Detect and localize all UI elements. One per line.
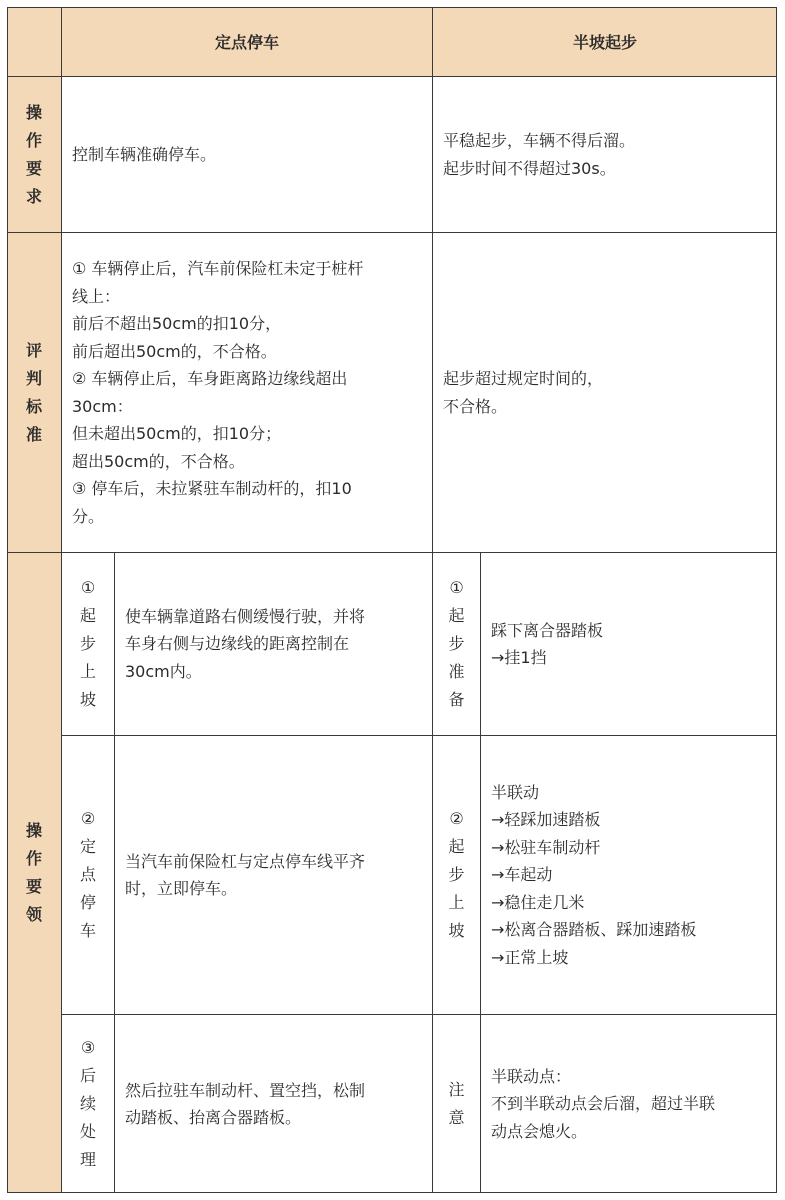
step-text-fixed-point-stop: 当汽车前保险杠与定点停车线平齐 时，立即停车。 [115, 736, 433, 1015]
step-label-start-uphill: ① 起 步 上 坡 [62, 553, 115, 736]
row-label-requirements: 操 作 要 求 [7, 77, 62, 233]
step-text-note: 半联动点： 不到半联动点会后溜，超过半联 动点会熄火。 [491, 1066, 716, 1141]
step-label-start-prep: ① 起 步 准 备 [433, 553, 481, 736]
criteria-hill-start-text: 起步超过规定时间的， 不合格。 [433, 233, 777, 553]
step-label-follow-up: ③ 后 续 处 理 [62, 1015, 115, 1193]
header-fixed-point-parking: 定点停车 [62, 7, 433, 77]
step-text-start-uphill: 使车辆靠道路右侧缓慢行驶，并将 车身右侧与边缘线的距离控制在 30cm内。 [115, 553, 433, 736]
header-hill-start: 半坡起步 [433, 7, 777, 77]
step-text-start-prep: 踩下离合器踏板 →挂1挡 [481, 553, 777, 736]
step-text-follow-up: 然后拉驻车制动杆、置空挡，松制 动踏板、抬离合器踏板。 [115, 1015, 433, 1193]
criteria-parking-text: ① 车辆停止后，汽车前保险杠未定于桩杆 线上： 前后不超出50cm的扣10分， 前后超出50cm的，不合格。 ② 车辆停止后，车身距离路边缘线超出 30cm： 但未超出50cm的，扣10分； 超出50cm的，不合格。 ③ 停车后，未拉紧驻车制动杆的，扣10 分。 [62, 233, 433, 553]
step-label-fixed-point-stop: ② 定 点 停 车 [62, 736, 115, 1015]
step-text-start-uphill-right: 半联动 →轻踩加速踏板 →松驻车制动杆 →车起动 →稳住走几米 →松离合器踏板、踩加速踏板 →正常上坡 [481, 736, 777, 1015]
step-label-note: 注 意 [433, 1015, 481, 1193]
requirements-hill-start-text: 平稳起步，车辆不得后溜。 起步时间不得超过30s。 [433, 77, 777, 233]
header-corner-cell [7, 7, 62, 77]
row-label-criteria: 评 判 标 准 [7, 233, 62, 553]
requirements-parking-text: 控制车辆准确停车。 [62, 77, 433, 233]
step-label-start-uphill-right: ② 起 步 上 坡 [433, 736, 481, 1015]
row-label-essentials: 操 作 要 领 [7, 553, 62, 1193]
driving-test-table [7, 7, 777, 1193]
